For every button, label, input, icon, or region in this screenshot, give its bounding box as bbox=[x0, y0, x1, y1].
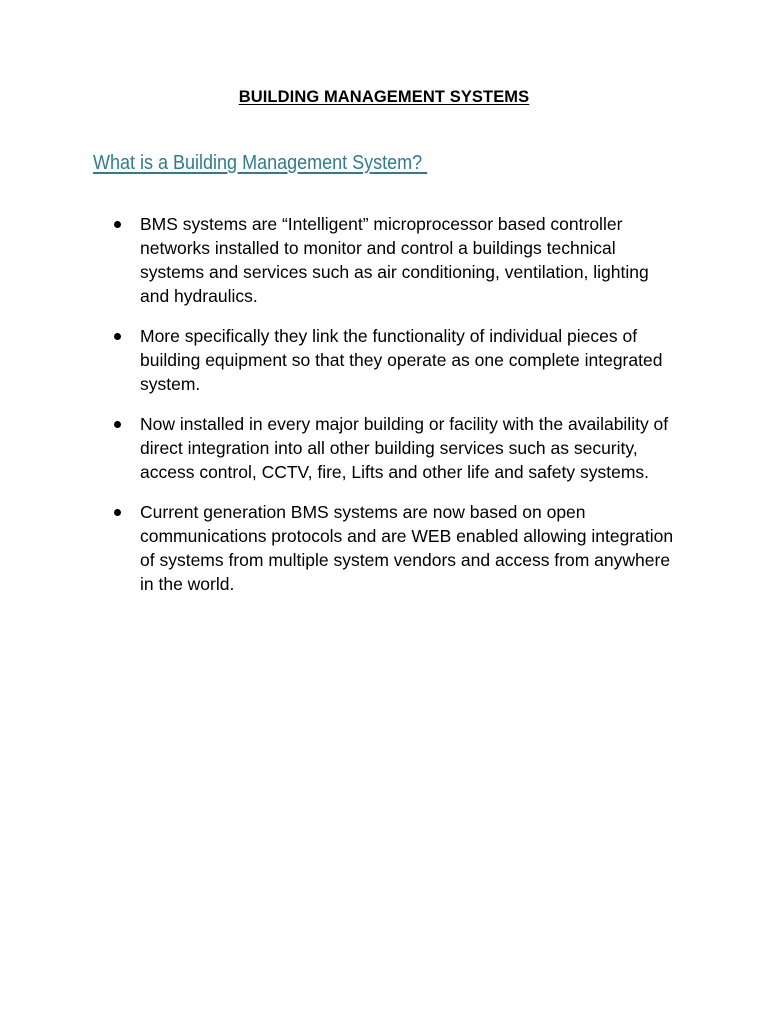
list-item bbox=[114, 412, 674, 484]
list-item bbox=[114, 212, 674, 308]
document-title: BUILDING MANAGEMENT SYSTEMS bbox=[238, 88, 530, 106]
bullet-list bbox=[114, 212, 674, 612]
bullet-icon bbox=[114, 421, 121, 428]
section-heading: What is a Building Management System? bbox=[93, 152, 428, 174]
bullet-icon bbox=[114, 333, 121, 340]
list-item bbox=[114, 324, 674, 396]
bullet-icon bbox=[114, 509, 121, 516]
list-item-text: Now installed in every major building or facility with the availability of direct integration into all other building services such as security, access control, CCTV, fire, Lifts and other life and safety systems. bbox=[140, 414, 669, 482]
bullet-icon bbox=[114, 221, 121, 228]
list-item bbox=[114, 500, 674, 596]
list-item-text: BMS systems are “Intelligent” microprocessor based controller networks installed to monitor and control a buildings technical systems and services such as air conditioning, ventilation, lighting and hydraulics. bbox=[140, 214, 649, 306]
list-item-text: More specifically they link the functionality of individual pieces of building equipment so that they operate as one complete integrated system. bbox=[140, 326, 663, 394]
list-item-text: Current generation BMS systems are now based on open communications protocols and are WEB enabled allowing integration of systems from multiple system vendors and access from anywhere in the world. bbox=[140, 502, 674, 594]
